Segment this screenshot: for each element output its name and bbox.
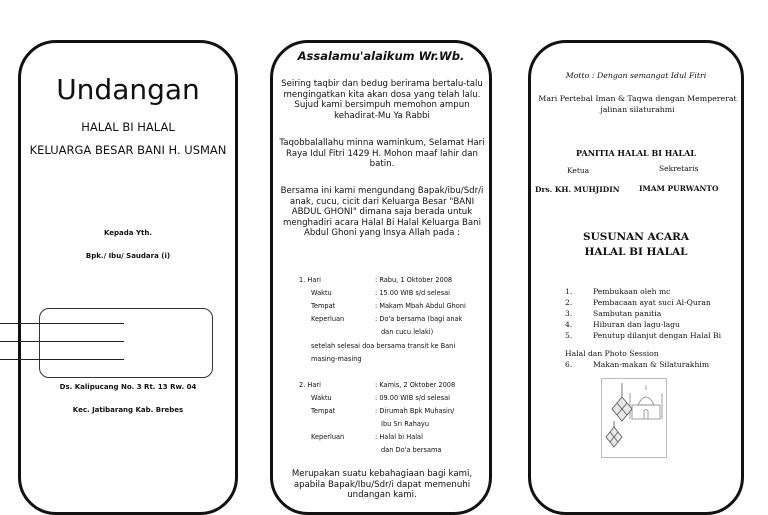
invitation-title: Undangan <box>56 73 200 106</box>
recipient-label: Kepada Yth. <box>103 229 152 237</box>
list-item: 2. Pembacaan ayat suci Al-Quran <box>565 298 711 307</box>
recipient-placeholder: Bpk./ Ibu/ Saudara (i) <box>85 252 171 260</box>
list-item-continuation: Halal dan Photo Session <box>565 349 659 358</box>
address-box <box>39 308 213 378</box>
address-writing-line <box>0 359 124 360</box>
invitation-text-panel: Assalamu'alaikum Wr.Wb. Seiring taqbir dan bedug berirama bertalu-talu mengingatkan kita akan dosa yang telah lalu. Sujud kami bersimpuh memohon ampun kehadirat-Mu Ya Rabbi Taqobbalallahu minna waminkum, Selamat Hari Raya Idul Fitri 1429 H. Mohon maaf lahir dan batin. Bersama ini kami mengundang Bapak/ibu/Sdr/i anak, cucu, cicit dari Keluarga Besar "BANI ABDUL GHONI" dimana saja berada untuk menghadiri acara Halal Bi Halal Keluarga Bani Abdul Ghoni yang Insya Allah pada : 1. Hari : Rabu, 1 Oktober 2008 Waktu : 15.00 WIB s/d selesai Tempat : Makam Mbah Abdul Ghoni Keperluan : Do'a bersama (bagi anak dan cucu lelaki) setelah selesai doa bersama transit ke Bani masing-masing 2. Hari : Kamis, 2 Oktober 2008 Waktu : 09.00 WIB s/d selesai Tempat : Dirumah Bpk Muhasin/ Ibu Sri Rahayu Keperluan : Halal bi Halal dan Do'a bersama Merupakan suatu kebahagiaan bagi kami, apabila Bapak/Ibu/Sdr/i dapat memenuhi undangan kami. <box>270 40 492 515</box>
address-line-2: Kec. Jatibarang Kab. Brebes <box>72 406 184 414</box>
ketupat-mosque-illustration <box>601 378 667 458</box>
address-writing-line <box>0 323 124 324</box>
secretary-label: Sekretaris <box>659 164 699 173</box>
list-item: 3. Sambutan panitia <box>565 309 662 318</box>
closing-paragraph: Merupakan suatu kebahagiaan bagi kami, apabila Bapak/Ibu/Sdr/i dapat memenuhi undangan kami. <box>291 469 473 501</box>
event1-note-2: masing-masing <box>311 355 362 363</box>
event2-place-cont: Ibu Sri Rahayu <box>381 420 430 428</box>
list-item: 1. Pembukaan oleh mc <box>565 287 671 296</box>
list-item: 6. Makan-makan & Silaturakhim <box>565 360 710 369</box>
chair-name: Drs. KH. MUHJIDIN <box>535 185 620 194</box>
family-subtitle: KELUARGA BESAR BANI H. USMAN <box>29 143 227 157</box>
paragraph-intro: Seiring taqbir dan bedug berirama bertalu-talu mengingatkan kita akan dosa yang telah lalu. Sujud kami bersimpuh memohon ampun kehadirat-Mu Ya Rabbi <box>281 79 483 121</box>
list-item: 5. Penutup dilanjut dengan Halal Bi <box>565 331 722 340</box>
cover-panel <box>18 40 238 515</box>
committee-heading: PANITIA HALAL BI HALAL <box>576 148 696 158</box>
paragraph-greeting: Taqobbalallahu minna waminkum, Selamat Hari Raya Idul Fitri 1429 H. Mohon maaf lahir dan batin. <box>279 138 485 170</box>
chair-label: Ketua <box>567 166 590 175</box>
event1-note-1: setelah selesai doa bersama transit ke Bani <box>311 342 456 350</box>
address-line-1: Ds. Kalipucang No. 3 Rt. 13 Rw. 04 <box>59 383 197 391</box>
event-subtitle: HALAL BI HALAL <box>81 120 175 134</box>
list-item: 4. Hiburan dan lagu-lagu <box>565 320 680 329</box>
ketupat-icon <box>602 379 666 457</box>
motto: Motto : Dengan semangat Idul Fitri <box>565 71 707 80</box>
greeting-heading: Assalamu'alaikum Wr.Wb. <box>297 49 465 63</box>
secretary-name: IMAM PURWANTO <box>639 184 719 193</box>
event2-purpose-cont: dan Do'a bersama <box>381 446 442 454</box>
program-panel <box>528 40 744 515</box>
program-heading: SUSUNAN ACARA HALAL BI HALAL <box>583 231 689 258</box>
paragraph-invitation: Bersama ini kami mengundang Bapak/ibu/Sdr/i anak, cucu, cicit dari Keluarga Besar "BANI ABDUL GHONI" dimana saja berada untuk menghadiri acara Halal Bi Halal Keluarga Bani Abdul Ghoni yang Insya Allah pada : <box>280 186 484 239</box>
address-writing-line <box>0 341 124 342</box>
motto-text: Mari Pertebal Iman & Taqwa dengan Mempererat jalinan silaturahmi <box>538 94 737 114</box>
event1-purpose-cont: dan cucu lelaki) <box>381 328 434 336</box>
